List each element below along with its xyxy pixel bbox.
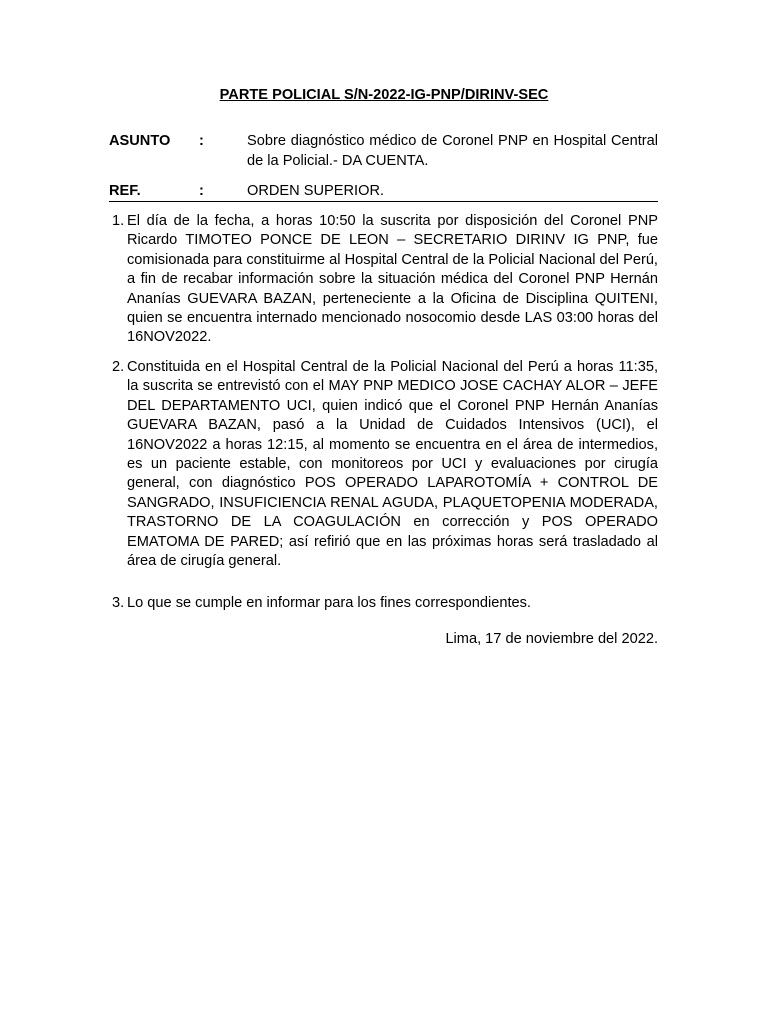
paragraph-text: El día de la fecha, a horas 10:50 la suscrita por disposición del Coronel PNP Ricardo TIMOTEO PONCE DE LEON – SECRETARIO DIRINV IG PNP, fue comisionada para constituirme al Hospital Central de la Policial Nacional del Perú, a fin de recabar información sobre la situación médica del Coronel PNP Hernán Ananías GUEVARA BAZAN, perteneciente a la Oficina de Disciplina QUITENI, quien se encuentra internado mencionado nosocomio desde LAS 03:00 horas del 16NOV2022. [127,213,658,346]
paragraph-number: 2. [112,359,125,375]
ref-colon: : [199,183,204,199]
paragraph-2 [112,358,658,571]
paragraph-text: Lo que se cumple en informar para los fines correspondientes. [127,595,531,611]
asunto-row [109,131,658,171]
paragraph-number: 3. [112,595,125,611]
ref-label: REF. [109,183,141,199]
closing-date: Lima, 17 de noviembre del 2022. [445,631,658,647]
asunto-colon: : [199,133,204,149]
paragraph-1 [112,212,658,348]
paragraph-number: 1. [112,213,125,229]
ref-row [109,181,658,201]
header-divider [109,201,658,202]
asunto-value: Sobre diagnóstico médico de Coronel PNP en Hospital Central de la Policial.- DA CUENTA. [247,133,658,169]
ref-value: ORDEN SUPERIOR. [247,183,385,199]
paragraph-3 [112,594,658,613]
paragraph-text: Constituida en el Hospital Central de la Policial Nacional del Perú a horas 11:35, la suscrita se entrevistó con el MAY PNP MEDICO JOSE CACHAY ALOR – JEFE DEL DEPARTAMENTO UCI, quien indicó que el Coronel PNP Hernán Ananías GUEVARA BAZAN, pasó a la Unidad de Cuidados Intensivos (UCI), el 16NOV2022 a horas 12:15, al momento se encuentra en el área de intermedios, es un paciente estable, con monitoreos por UCI y evaluaciones por cirugía general, con diagnóstico POS OPERADO LAPAROTOMÍA + CONTROL DE SANGRADO, INSUFICIENCIA RENAL AGUDA, PLAQUETOPENIA MODERADA, TRASTORNO DE LA COAGULACIÓN en corrección y POS OPERADO EMATOMA DE PARED; así refirió que en las próximas horas será trasladado al área de cirugía general. [127,359,658,570]
document-title: PARTE POLICIAL S/N-2022-IG-PNP/DIRINV-SEC [219,87,549,103]
asunto-label: ASUNTO [109,133,171,149]
